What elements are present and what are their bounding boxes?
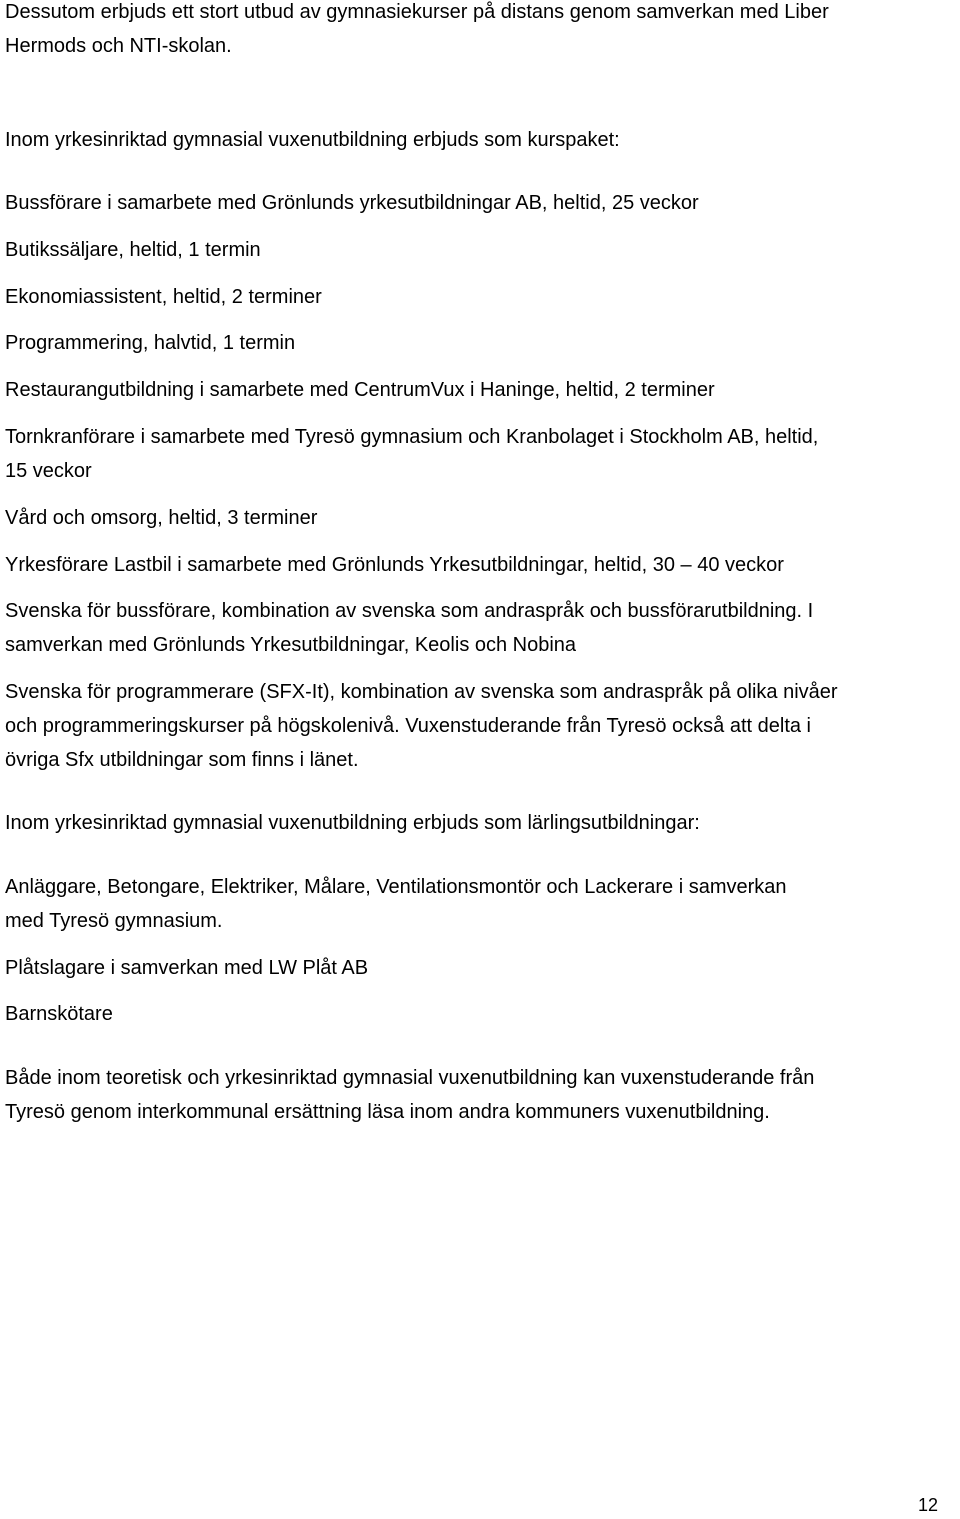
course-svenska-prog-line-1: Svenska för programmerare (SFX-It), kombination av svenska som andraspråk på olika nivåer — [5, 681, 838, 703]
course-programmering: Programmering, halvtid, 1 termin — [5, 332, 296, 354]
larling-anlaggare-line-1: Anläggare, Betongare, Elektriker, Målare, Ventilationsmontör och Lackerare i samverkan — [5, 876, 787, 898]
course-restaurang: Restaurangutbildning i samarbete med CentrumVux i Haninge, heltid, 2 terminer — [5, 379, 715, 401]
intro-line-2: Hermods och NTI-skolan. — [5, 35, 232, 57]
larling-heading: Inom yrkesinriktad gymnasial vuxenutbildning erbjuds som lärlingsutbildningar: — [5, 812, 700, 834]
course-butikssaljare: Butikssäljare, heltid, 1 termin — [5, 239, 261, 261]
course-vard-omsorg: Vård och omsorg, heltid, 3 terminer — [5, 507, 318, 529]
course-svenska-buss-line-1: Svenska för bussförare, kombination av svenska som andraspråk och bussförarutbildning. I — [5, 600, 814, 622]
larling-platslagare: Plåtslagare i samverkan med LW Plåt AB — [5, 957, 369, 979]
larling-anlaggare-line-2: med Tyresö gymnasium. — [5, 910, 223, 932]
kurspaket-heading: Inom yrkesinriktad gymnasial vuxenutbildning erbjuds som kurspaket: — [5, 129, 620, 151]
larling-barnskotare: Barnskötare — [5, 1003, 113, 1025]
course-svenska-prog-line-3: övriga Sfx utbildningar som finns i länet. — [5, 749, 359, 771]
course-tornkranforare-line-1: Tornkranförare i samarbete med Tyresö gymnasium och Kranbolaget i Stockholm AB, heltid, — [5, 426, 819, 448]
course-ekonomiassistent: Ekonomiassistent, heltid, 2 terminer — [5, 286, 322, 308]
page-number: 12 — [917, 1495, 938, 1515]
closing-line-1: Både inom teoretisk och yrkesinriktad gymnasial vuxenutbildning kan vuxenstuderande från — [5, 1067, 815, 1089]
closing-line-2: Tyresö genom interkommunal ersättning läsa inom andra kommuners vuxenutbildning. — [5, 1101, 770, 1123]
course-svenska-prog-line-2: och programmeringskurser på högskolenivå. Vuxenstuderande från Tyresö också att delta i — [5, 715, 811, 737]
course-svenska-buss-line-2: samverkan med Grönlunds Yrkesutbildningar, Keolis och Nobina — [5, 634, 577, 656]
intro-line-1: Dessutom erbjuds ett stort utbud av gymnasiekurser på distans genom samverkan med Liber — [5, 1, 829, 23]
course-tornkranforare-line-2: 15 veckor — [5, 460, 92, 482]
course-yrkesforare: Yrkesförare Lastbil i samarbete med Grönlunds Yrkesutbildningar, heltid, 30 – 40 veckor — [5, 554, 784, 576]
course-bussforare: Bussförare i samarbete med Grönlunds yrkesutbildningar AB, heltid, 25 veckor — [5, 192, 699, 214]
